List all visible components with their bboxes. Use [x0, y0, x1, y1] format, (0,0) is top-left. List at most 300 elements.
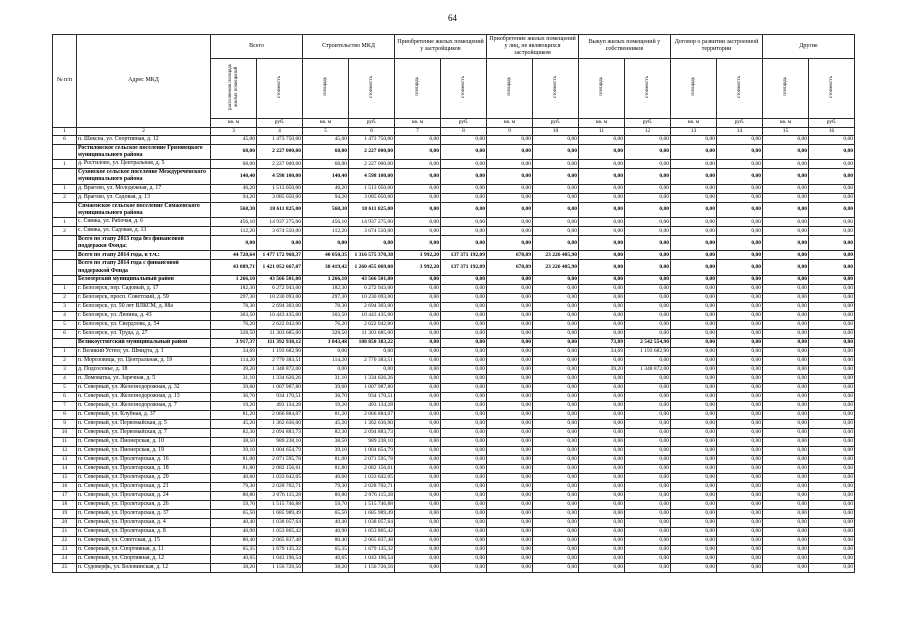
subheader-cost: стоимость: [533, 58, 579, 118]
cell-value: 678,09: [487, 260, 533, 275]
cell-value: 0,00: [763, 446, 809, 455]
unit-label: кв. м: [579, 118, 625, 127]
cell-value: 0,00: [671, 392, 717, 401]
subheader-cost: стоимость: [349, 58, 395, 118]
cell-value: 0,00: [487, 428, 533, 437]
cell-value: 0,00: [211, 235, 257, 250]
cell-value: 0,00: [487, 536, 533, 545]
cell-value: 2 622 042,00: [349, 320, 395, 329]
cell-value: 0,00: [763, 169, 809, 184]
cell-value: 0,00: [671, 545, 717, 554]
cell-value: 0,00: [671, 464, 717, 473]
cell-value: 40,60: [211, 473, 257, 482]
cell-value: 4 598 100,00: [349, 169, 395, 184]
cell-value: 1 348 872,00: [257, 365, 303, 374]
cell-value: 0,00: [441, 554, 487, 563]
cell-address: Сямженское сельское поселение Сямженского муниципального района: [77, 202, 211, 217]
cell-value: 1 266,10: [303, 275, 349, 284]
table-row: [53, 419, 855, 428]
cell-value: 19,20: [303, 401, 349, 410]
cell-value: 0,00: [579, 226, 625, 235]
cell-address: Белозерский муниципальный район: [77, 275, 211, 284]
cell-row-number: 24: [53, 554, 77, 563]
cell-value: 10 230 093,00: [257, 293, 303, 302]
cell-value: 0,00: [441, 374, 487, 383]
cell-value: 1 334 626,26: [257, 374, 303, 383]
cell-row-number: 1: [53, 184, 77, 193]
cell-address: п. Северный, ул. Пролетарская, д. 37: [77, 509, 211, 518]
cell-value: 0,00: [763, 536, 809, 545]
cell-value: 0,00: [395, 419, 441, 428]
cell-value: 0,00: [671, 401, 717, 410]
unit-label: руб.: [257, 118, 303, 127]
table-row: [53, 518, 855, 527]
column-number: 15: [763, 127, 809, 135]
cell-value: 0,00: [579, 184, 625, 193]
cell-value: 0,00: [763, 356, 809, 365]
cell-value: 0,00: [671, 491, 717, 500]
cell-value: 3 843,48: [303, 338, 349, 347]
cell-value: 81,00: [303, 455, 349, 464]
cell-value: 0,00: [625, 160, 671, 169]
table-row: [53, 302, 855, 311]
column-number: 2: [77, 127, 211, 135]
cell-value: 140,40: [211, 169, 257, 184]
cell-value: 0,00: [533, 135, 579, 144]
cell-value: 0,00: [487, 392, 533, 401]
cell-value: 0,00: [717, 446, 763, 455]
cell-row-number: 6: [53, 329, 77, 338]
section-row: [53, 251, 855, 260]
cell-value: 2 094 883,73: [257, 428, 303, 437]
cell-row-number: 12: [53, 446, 77, 455]
cell-value: 0,00: [763, 226, 809, 235]
cell-value: 328,50: [303, 329, 349, 338]
cell-value: 0,00: [579, 464, 625, 473]
cell-value: 3 917,37: [211, 338, 257, 347]
cell-value: 0,00: [671, 275, 717, 284]
cell-value: 1 362 636,00: [257, 419, 303, 428]
cell-value: 0,00: [441, 275, 487, 284]
cell-address: п. Северный, ул. Пролетарская, д. 20: [77, 473, 211, 482]
cell-value: 0,00: [395, 356, 441, 365]
unit-label: кв. м: [671, 118, 717, 127]
cell-address: п. Северный, ул. Пролетарская, д. 24: [77, 491, 211, 500]
cell-value: 568,30: [303, 202, 349, 217]
cell-value: 0,00: [533, 437, 579, 446]
cell-value: 0,00: [441, 482, 487, 491]
cell-value: 0,00: [579, 536, 625, 545]
cell-value: 82,30: [211, 428, 257, 437]
cell-value: 23 226 405,90: [533, 260, 579, 275]
cell-value: 0,00: [395, 284, 441, 293]
cell-address: п. Северный, ул. Пионерская, д. 19: [77, 446, 211, 455]
cell-value: 0,00: [395, 135, 441, 144]
cell-value: 0,00: [671, 260, 717, 275]
cell-value: 1 033 642,05: [257, 473, 303, 482]
cell-value: 36,70: [211, 392, 257, 401]
cell-value: 2 076 115,28: [257, 491, 303, 500]
col-group-total: Всего: [211, 35, 303, 59]
cell-row-number: 4: [53, 374, 77, 383]
cell-value: 0,00: [441, 491, 487, 500]
cell-value: 0,00: [441, 284, 487, 293]
cell-value: 0,00: [533, 482, 579, 491]
cell-value: 0,00: [395, 160, 441, 169]
cell-value: 0,00: [717, 419, 763, 428]
cell-value: 0,00: [717, 160, 763, 169]
cell-value: 0,00: [809, 527, 855, 536]
cell-value: 0,00: [625, 401, 671, 410]
cell-value: 38 419,42: [303, 260, 349, 275]
cell-value: 0,00: [763, 217, 809, 226]
cell-value: 0,00: [671, 518, 717, 527]
cell-value: 10 443 435,00: [349, 311, 395, 320]
unit-label: руб.: [625, 118, 671, 127]
cell-value: 0,00: [579, 144, 625, 159]
cell-value: 0,00: [533, 491, 579, 500]
cell-value: 0,00: [671, 563, 717, 572]
cell-value: 0,00: [763, 235, 809, 250]
cell-value: 0,00: [487, 455, 533, 464]
cell-value: 0,00: [487, 518, 533, 527]
unit-label: руб.: [717, 118, 763, 127]
cell-value: 1 156 726,56: [257, 563, 303, 572]
subheader-cost: стоимость: [441, 58, 487, 118]
cell-value: 0,00: [717, 464, 763, 473]
cell-value: 0,00: [625, 374, 671, 383]
cell-row-number: 18: [53, 500, 77, 509]
cell-value: 0,00: [395, 383, 441, 392]
cell-value: 0,00: [441, 455, 487, 464]
cell-value: 1 513 050,00: [349, 184, 395, 193]
cell-value: 0,00: [809, 184, 855, 193]
cell-value: 0,00: [533, 509, 579, 518]
cell-value: 0,00: [395, 193, 441, 202]
cell-value: 114,20: [303, 356, 349, 365]
cell-value: 0,00: [487, 302, 533, 311]
cell-value: 0,00: [671, 320, 717, 329]
cell-address: п. Северный, ул. Спортивная, д. 11: [77, 545, 211, 554]
cell-value: 78,30: [303, 302, 349, 311]
section-row: [53, 144, 855, 159]
cell-value: 0,00: [717, 518, 763, 527]
cell-value: 0,00: [625, 491, 671, 500]
cell-row-number: 2: [53, 356, 77, 365]
cell-value: 2 227 000,00: [349, 160, 395, 169]
cell-address: Всего по этапу 2013 года без финансовой поддержки Фонда:: [77, 235, 211, 250]
cell-value: 0,00: [671, 169, 717, 184]
cell-address: г. Белозерск, пер. Садовый, д. 17: [77, 284, 211, 293]
cell-value: 76,20: [211, 320, 257, 329]
cell-value: 0,00: [441, 365, 487, 374]
cell-value: 0,00: [533, 338, 579, 347]
cell-value: 0,00: [487, 491, 533, 500]
cell-value: 0,00: [533, 302, 579, 311]
cell-value: 0,00: [671, 293, 717, 302]
cell-address: д. Подсосенье, д. 18: [77, 365, 211, 374]
cell-row-number: 6: [53, 392, 77, 401]
cell-value: 0,00: [487, 446, 533, 455]
cell-value: 0,00: [579, 311, 625, 320]
cell-value: 0,00: [441, 410, 487, 419]
cell-value: 0,00: [671, 554, 717, 563]
cell-value: 0,00: [625, 410, 671, 419]
cell-value: 2 094 883,73: [349, 428, 395, 437]
cell-value: 0,00: [579, 217, 625, 226]
cell-value: 0,00: [441, 184, 487, 193]
cell-value: 568,30: [211, 202, 257, 217]
cell-value: 0,00: [625, 275, 671, 284]
cell-value: 0,00: [487, 144, 533, 159]
cell-address: Всего по этапу 2014 года, в т.ч.:: [77, 251, 211, 260]
cell-value: 38,20: [303, 563, 349, 572]
cell-value: 0,00: [763, 144, 809, 159]
cell-address: п. Северный, ул. Первомайская, д. 7: [77, 428, 211, 437]
cell-value: 38,20: [211, 563, 257, 572]
table-row: [53, 410, 855, 419]
cell-value: 0,00: [625, 311, 671, 320]
cell-value: 0,00: [579, 446, 625, 455]
cell-address: п. Северный, ул. Железнодорожная, д. 7: [77, 401, 211, 410]
cell-value: 0,00: [395, 428, 441, 437]
cell-value: 81,20: [211, 410, 257, 419]
column-number: 7: [395, 127, 441, 135]
cell-value: 0,00: [395, 347, 441, 356]
cell-value: 493 134,28: [257, 401, 303, 410]
cell-row-number: 25: [53, 563, 77, 572]
cell-value: 0,00: [763, 374, 809, 383]
cell-value: 2 622 042,00: [257, 320, 303, 329]
cell-value: 0,00: [809, 518, 855, 527]
cell-value: 0,00: [763, 563, 809, 572]
cell-value: 0,00: [533, 184, 579, 193]
cell-value: 0,00: [395, 536, 441, 545]
cell-value: 0,00: [441, 464, 487, 473]
cell-value: 40,60: [303, 473, 349, 482]
cell-value: 111 392 938,12: [257, 338, 303, 347]
cell-value: 0,00: [395, 473, 441, 482]
cell-value: 0,00: [717, 302, 763, 311]
cell-value: 0,00: [303, 365, 349, 374]
cell-value: 43 089,71: [211, 260, 257, 275]
cell-value: 0,00: [487, 311, 533, 320]
cell-value: 0,00: [763, 338, 809, 347]
cell-value: 1 679 135,32: [257, 545, 303, 554]
cell-value: 297,30: [211, 293, 257, 302]
section-row: [53, 338, 855, 347]
cell-value: 0,00: [487, 374, 533, 383]
cell-value: 0,00: [625, 169, 671, 184]
header-group-row: [53, 35, 855, 59]
cell-value: 0,00: [717, 260, 763, 275]
cell-value: 0,00: [763, 473, 809, 482]
cell-value: 2 227 000,00: [349, 144, 395, 159]
cell-row-number: 15: [53, 473, 77, 482]
cell-value: 0,00: [809, 217, 855, 226]
cell-value: 45,00: [303, 135, 349, 144]
section-row: [53, 260, 855, 275]
table-row: [53, 160, 855, 169]
cell-value: 0,00: [671, 217, 717, 226]
cell-value: 80,80: [211, 491, 257, 500]
cell-address: г. Белозерск, ул. Ленина, д. 43: [77, 311, 211, 320]
cell-value: 0,00: [809, 464, 855, 473]
cell-value: 0,00: [579, 251, 625, 260]
cell-value: 0,00: [441, 235, 487, 250]
cell-value: 0,00: [809, 284, 855, 293]
cell-value: 0,00: [533, 563, 579, 572]
cell-value: 0,00: [441, 320, 487, 329]
cell-value: 1 007 987,80: [257, 383, 303, 392]
cell-value: 0,00: [441, 500, 487, 509]
cell-value: 0,00: [717, 392, 763, 401]
cell-value: 0,00: [717, 293, 763, 302]
cell-value: 0,00: [579, 160, 625, 169]
cell-value: 0,00: [763, 135, 809, 144]
cell-value: 0,00: [809, 202, 855, 217]
cell-address: п. Северный, ул. Пролетарская, д. 16: [77, 455, 211, 464]
cell-value: 0,00: [671, 251, 717, 260]
cell-value: 0,00: [487, 284, 533, 293]
cell-address: п. Северный, ул. Пролетарская, д. 8: [77, 527, 211, 536]
cell-value: 989 238,10: [257, 437, 303, 446]
cell-value: 46,20: [211, 184, 257, 193]
cell-value: 94,20: [211, 193, 257, 202]
cell-value: 23 226 405,90: [533, 251, 579, 260]
cell-value: 81,80: [211, 464, 257, 473]
cell-value: 0,00: [395, 302, 441, 311]
cell-value: 0,00: [395, 518, 441, 527]
cell-value: 0,00: [441, 392, 487, 401]
cell-value: 0,00: [625, 428, 671, 437]
cell-value: 0,00: [487, 509, 533, 518]
cell-row-number: 17: [53, 491, 77, 500]
cell-value: 1 156 726,56: [349, 563, 395, 572]
cell-value: 0,00: [763, 554, 809, 563]
cell-value: 0,00: [625, 356, 671, 365]
cell-value: 34,69: [211, 347, 257, 356]
cell-value: 0,00: [809, 401, 855, 410]
cell-value: 0,00: [579, 356, 625, 365]
cell-value: 0,00: [441, 437, 487, 446]
cell-value: 182,30: [211, 284, 257, 293]
cell-value: 0,00: [533, 455, 579, 464]
cell-value: 1 679 135,32: [349, 545, 395, 554]
cell-value: 0,00: [625, 260, 671, 275]
table-row: [53, 284, 855, 293]
cell-address: п. Северный, ул. Пролетарская, д. 21: [77, 482, 211, 491]
cell-value: 31,10: [303, 374, 349, 383]
cell-value: 137 371 192,09: [441, 251, 487, 260]
cell-value: 11 303 685,00: [257, 329, 303, 338]
cell-value: 0,00: [395, 500, 441, 509]
cell-value: 2 082 156,61: [257, 464, 303, 473]
cell-value: 0,00: [809, 437, 855, 446]
cell-value: 0,00: [487, 464, 533, 473]
subheader-area: площадь: [671, 58, 717, 118]
cell-row-number: 3: [53, 302, 77, 311]
cell-address: с. Сямжа, ул. Садовая, д. 13: [77, 226, 211, 235]
cell-value: 0,00: [717, 356, 763, 365]
cell-value: 456,10: [211, 217, 257, 226]
cell-value: 14 937 275,00: [257, 217, 303, 226]
cell-value: 0,00: [717, 184, 763, 193]
cell-value: 0,00: [579, 293, 625, 302]
cell-value: 76,20: [303, 320, 349, 329]
cell-value: 0,00: [441, 446, 487, 455]
subheader-cost: стоимость: [625, 58, 671, 118]
cell-value: 0,00: [395, 311, 441, 320]
table-row: [53, 347, 855, 356]
cell-value: 1 004 654,79: [257, 446, 303, 455]
cell-address: г. Белозерск, ул. Свердлова, д. 54: [77, 320, 211, 329]
cell-value: 46,20: [303, 184, 349, 193]
cell-value: 73,89: [579, 338, 625, 347]
cell-value: 0,00: [579, 428, 625, 437]
cell-value: 0,00: [763, 437, 809, 446]
cell-row-number: 4: [53, 311, 77, 320]
cell-value: 0,00: [579, 202, 625, 217]
cell-row-number: 5: [53, 320, 77, 329]
cell-value: 0,00: [763, 500, 809, 509]
cell-value: 0,00: [441, 193, 487, 202]
cell-value: 10 443 435,00: [257, 311, 303, 320]
cell-value: 0,00: [763, 491, 809, 500]
cell-value: 1 685 989,49: [257, 509, 303, 518]
cell-value: 0,00: [441, 160, 487, 169]
cell-value: 0,00: [809, 419, 855, 428]
cell-value: 2 542 554,90: [625, 338, 671, 347]
cell-value: 0,00: [763, 311, 809, 320]
cell-value: 0,00: [579, 500, 625, 509]
cell-value: 0,00: [579, 545, 625, 554]
page-number: 64: [448, 13, 457, 23]
cell-value: 0,00: [487, 135, 533, 144]
cell-value: 0,00: [671, 410, 717, 419]
subheader-cost: стоимость: [717, 58, 763, 118]
cell-value: 0,00: [395, 482, 441, 491]
cell-value: 0,00: [579, 509, 625, 518]
cell-value: 0,00: [809, 473, 855, 482]
cell-value: 0,00: [809, 235, 855, 250]
cell-value: 0,00: [763, 251, 809, 260]
cell-value: 65,35: [211, 545, 257, 554]
cell-value: 0,00: [717, 383, 763, 392]
cell-value: 94,20: [303, 193, 349, 202]
cell-value: 2 071 595,78: [257, 455, 303, 464]
cell-value: 0,00: [717, 320, 763, 329]
cell-address: п. Северный, ул. Клубная, д. 37: [77, 410, 211, 419]
cell-value: 38,50: [211, 437, 257, 446]
cell-value: 0,00: [441, 217, 487, 226]
cell-value: 0,00: [487, 401, 533, 410]
cell-value: 0,00: [395, 554, 441, 563]
cell-value: 0,00: [671, 235, 717, 250]
column-number: 14: [717, 127, 763, 135]
cell-address: п. Северный, ул. Железнодорожная, д. 13: [77, 392, 211, 401]
cell-value: 0,00: [763, 184, 809, 193]
table-row: [53, 545, 855, 554]
cell-value: 2 227 000,00: [257, 144, 303, 159]
cell-value: 0,00: [671, 184, 717, 193]
cell-value: 0,00: [671, 383, 717, 392]
cell-value: 140,40: [303, 169, 349, 184]
cell-value: 0,00: [487, 320, 533, 329]
cell-address: Ростиловское сельское поселение Грязовецкого муниципального района: [77, 144, 211, 159]
cell-value: 2 082 156,61: [349, 464, 395, 473]
cell-value: 11 303 685,00: [349, 329, 395, 338]
